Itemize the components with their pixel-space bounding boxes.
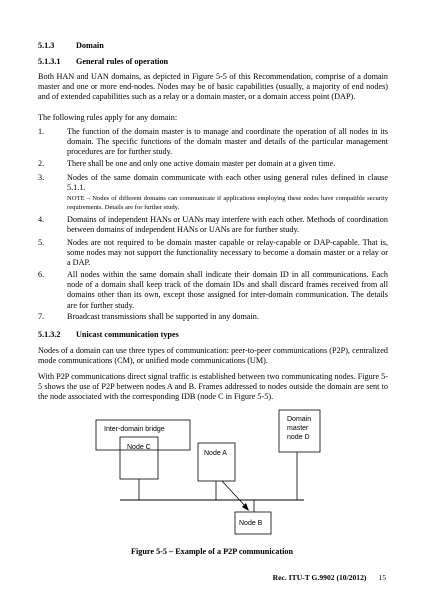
- node-a-label: Node A: [204, 450, 227, 457]
- rule-text: Nodes of the same domain communicate with each other using general rules defined in clause 5.1.1.: [67, 173, 388, 193]
- section-title: General rules of operation: [76, 57, 169, 66]
- footer-reference: Rec. ITU-T G.9902 (10/2012): [272, 573, 367, 582]
- rule-number: 3.: [38, 173, 45, 182]
- inter-domain-bridge-label: Inter-domain bridge: [104, 426, 165, 433]
- page-number: 15: [378, 573, 386, 582]
- section-title: Domain: [76, 41, 104, 50]
- p2p-arrow-line: [222, 481, 247, 508]
- node-c-label: Node C: [127, 444, 151, 451]
- node-b-label: Node B: [239, 520, 263, 527]
- rule-text: All nodes within the same domain shall indicate their domain ID in all communications. Each node of a domain shall keep track of the domain IDs and shall discard frames received from all domains other than its own, except those assigned for inter-domain communication. The details are for further study.: [67, 270, 388, 310]
- figure-caption: Figure 5-5 – Example of a P2P communication: [131, 547, 293, 556]
- page-footer: [273, 573, 386, 583]
- domain-master-label-line1: Domain: [287, 416, 312, 423]
- paragraph-domain-intro: Both HAN and UAN domains, as depicted in Figure 5-5 of this Recommendation, comprise of a domain master and one or more end-nodes. Nodes may be of basic capabilities (usually, a majority of end nodes) and of extended capabilities such as a relay or a domain master, or a domain access point (DAP).: [38, 72, 388, 102]
- domain-master-label-line3: node D: [287, 434, 310, 441]
- section-number: 5.1.3: [38, 41, 55, 50]
- section-number: 5.1.3.2: [38, 330, 61, 339]
- section-title: Unicast communication types: [76, 330, 179, 339]
- rule-text: Domains of independent HANs or UANs may interfere with each other. Methods of coordination between domains of independent HANs or UANs are for further study.: [67, 215, 388, 235]
- rule-number: 2.: [38, 159, 45, 168]
- rule-text: Nodes are not required to be domain master capable or relay-capable or DAP-capable. That is, some nodes may not support the functionality necessary to become a domain master or a relay or a DAP.: [67, 238, 388, 268]
- rule-text: The function of the domain master is to manage and coordinate the operation of all nodes in its domain. The specific functions of the domain master and details of the particular management procedures are for further study.: [67, 127, 388, 157]
- rule-number: 1.: [38, 127, 45, 136]
- note-text: NOTE – Nodes of different domains can communicate if applications employing these nodes have compatible security requirements. Details are for further study.: [67, 195, 388, 211]
- rule-number: 4.: [38, 215, 45, 224]
- paragraph-communication-types: Nodes of a domain can use three types of communication: peer-to-peer communications (P2P), centralized mode communications (CM), or unified mode communications (UM).: [38, 346, 388, 366]
- rule-number: 7.: [38, 312, 45, 321]
- rule-number: 6.: [38, 270, 45, 279]
- rule-text: There shall be one and only one active domain master per domain at a given time.: [67, 159, 336, 168]
- rule-text: Broadcast transmissions shall be supported in any domain.: [67, 312, 259, 321]
- paragraph-rules-intro: The following rules apply for any domain:: [38, 113, 178, 122]
- node-a-box: [198, 443, 235, 481]
- domain-master-label-line2: master: [287, 425, 309, 432]
- paragraph-p2p: With P2P communications direct signal traffic is established between two communicating nodes. Figure 5-5 shows the use of P2P between nodes A and B. Frames addressed to nodes outside the domain are sent to the node associated with the corresponding IDB (node C in Figure 5-5).: [38, 372, 388, 402]
- rule-number: 5.: [38, 238, 45, 247]
- section-number: 5.1.3.1: [38, 57, 61, 66]
